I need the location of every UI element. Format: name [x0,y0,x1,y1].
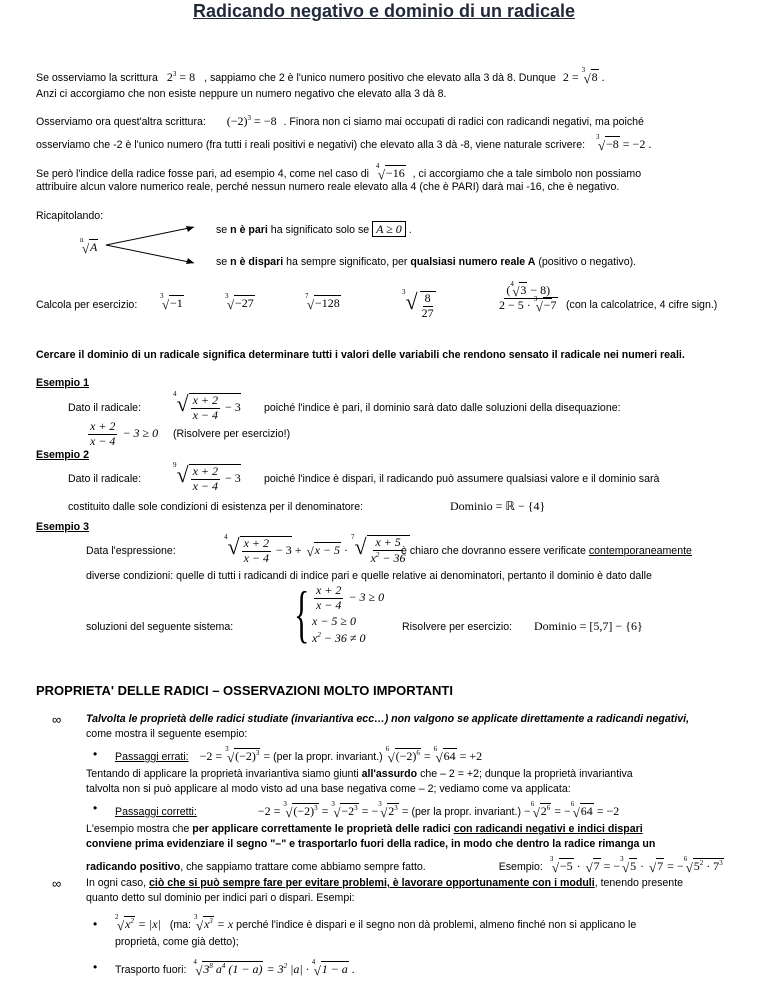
system-conditions: $\frac{x + 2}{x - 4}$ − 3 ≥ 0 x − 5 ≥ 0 $x^2 - 36 \ne 0$ [312,583,385,645]
exercise-item-3: 7 √ −128 [305,292,340,312]
example-3-solve: Risolvere per esercizio: [402,621,513,633]
recap-radical: n √ A [80,236,98,256]
bullet-dot: • [93,960,98,974]
intro-line-5: Se però l'indice della radice fosse pari, ad esempio 4, come nel caso di 4 √ −16 , ci accorgiamo che a tale simbolo non possiamo [36,162,642,182]
exercise-item-4: $^3$√ $\frac{8}{27}$ [402,288,434,321]
bullet-dot: • [93,917,98,931]
props-p4-line-2: quanto detto sul dominio per indici pari o dispari. Esempi: [86,892,355,904]
modulus-example-2: Trasporto fuori: 4 √ $3^8$ $a^4$ $(1 - a) = 3^2$ |a| · 4 √ 1 − a . [115,958,355,978]
example-2-domain: Dominio = ℝ − {4} [450,499,546,513]
example-2-radical: $^9$√ $\frac{x + 2}{x - 4}$ − 3 [173,461,241,493]
example-3-expression: $^4$√ $\frac{x + 2}{x - 4}$ − 3 + √ x − 5 · $^7$√ $\frac{x + 5}{x^2 - 36}$ [224,533,410,566]
example-2-label: Dato il radicale: [68,473,142,485]
example-1-heading: Esempio 1 [36,377,89,389]
props-p1-line-2: come mostra il seguente esempio: [86,728,248,740]
intro-line-6: attribuire alcun valore numerico reale, perché nessun numero reale elevato alla 4 (che è PARI) darà mai -16, che è negativo. [36,181,620,193]
properties-heading: PROPRIETA' DELLE RADICI – OSSERVAZIONI MOLTO IMPORTANTI [36,683,453,698]
exercise-label: Calcola per esercizio: [36,299,138,311]
example-1-label: Dato il radicale: [68,402,142,414]
exercise-item-2: 3 √ −27 [225,292,254,312]
infinity-bullet-1: ∞ [52,712,62,727]
example-3-text: è chiaro che dovranno essere verificate contemporaneamente [401,545,692,557]
example-2-text-2: costituito dalle sole condizioni di esistenza per il denominatore: [68,501,364,513]
example-1-solve: (Risolvere per esercizio!) [173,428,291,440]
intro-line-3: Osserviamo ora quest'altra scrittura: $(-2)^3 = -8$ . Finora non ci siamo mai occupati di radici con radicandi negativi, ma poiché [36,114,644,128]
props-p2-line-2: talvolta non si può applicare al modo visto ad una base negativa come – 2; vediamo come va applicata: [86,783,571,795]
example-2-heading: Esempio 2 [36,449,89,461]
props-p3-line-1: L'esempio mostra che per applicare correttamente le proprietà delle radici con radicandi negativi e indici dispari [86,823,643,835]
even-condition: A ≥ 0 [372,221,406,237]
props-p4-line-1: In ogni caso, ciò che si può sempre fare per evitare problemi, è lavorare opportunamente con i moduli, tenendo presente [86,877,684,889]
modulus-example-1-cont: proprietà, come già detto); [115,936,239,948]
intro-line-4: osserviamo che -2 è l'unico numero (fra tutti i reali positivi e negativi) che elevato alla 3 dà -8, viene naturale scrivere: 3 √ −8 = −2 . [36,133,652,153]
example-3-label: Data l'espressione: [86,545,176,557]
bullet-dot: • [93,747,98,761]
exercise-item-5: ( 4 √ 3 − 8) 2 − 5 · 3 √ −7 [499,280,557,314]
example-1-radical: $^4$√ $\frac{x + 2}{x - 4}$ − 3 [173,390,241,422]
example-3-text-2: diverse condizioni: quelle di tutti i radicandi di indice pari e quelle relative ai denominatori, pertanto il dominio è dato dalle [86,570,652,582]
bullet-dot: • [93,801,98,815]
example-3-text-3: soluzioni del seguente sistema: [86,621,234,633]
right-steps: Passaggi corretti: −2 = 3 √ $(-2)^3$ = 3 √ $-2^3$ = − 3 √ $2^3 = (per$ la propr. invariant.) − 6 √ $2^6$ = − 6 √ 64 = −2 [115,800,620,820]
modulus-example-1: 2 √ $x^2 = |x|$ (ma: 3 √ $x^3 = x$ perché l'indice è dispari e il segno non dà problemi, almeno finché non si applicano le [115,913,637,933]
infinity-bullet-2: ∞ [52,876,62,891]
intro-line-2: Anzi ci accorgiamo che non esiste neppure un numero negativo che elevato alla 3 dà 8. [36,88,447,100]
wrong-steps: Passaggi errati: −2 = 3 √ $(-2)^3 = (per$ la propr. invariant.) 6 √ $(-2)^6$ = 6 √ 64 = +2 [115,745,483,765]
recap-arrows [104,222,204,268]
props-p3-line-3: radicando positivo, che sappiamo trattare come abbiamo sempre fatto. Esempio: 3 √ −5 · √ 7 = − 3 √ 5 · √ 7 = − 6 √ $5^2 \cdot 7^3$ [86,855,723,875]
system-brace: { [294,578,310,649]
recap-label: Ricapitolando: [36,210,104,222]
example-3-domain: Dominio = [5,7] − {6} [534,619,643,633]
example-3-heading: Esempio 3 [36,521,89,533]
example-2-text: poiché l'indice è dispari, il radicando può assumere qualsiasi valore e il dominio sarà [264,473,660,485]
exercise-item-1: 3 √ −1 [160,292,183,312]
example-1-inequality: $\frac{x + 2}{x - 4}$ − 3 ≥ 0 [90,419,159,448]
domain-definition: Cercare il dominio di un radicale significa determinare tutti i valori delle variabili che rendono sensato il radicale nei numeri reali. [36,349,685,361]
recap-odd: se n è dispari ha sempre significato, per qualsiasi numero reale A (positivo o negativo). [216,256,637,268]
exercise-note: (con la calcolatrice, 4 cifre sign.) [566,299,718,311]
recap-even: se n è pari ha significato solo se A ≥ 0 . [216,222,412,236]
props-p3-line-2: conviene prima evidenziare il segno "–" e trasportarlo fuori della radice, in modo che dentro la radice rimanga un [86,838,656,850]
props-p2-line-1: Tentando di applicare la proprietà invariantiva siamo giunti all'assurdo che – 2 = +2; dunque la proprietà invariantiva [86,768,633,780]
page-title: Radicando negativo e dominio di un radicale [192,1,576,21]
example-1-text: poiché l'indice è pari, il dominio sarà dato dalle soluzioni della disequazione: [264,402,621,414]
props-p1-line-1: Talvolta le proprietà delle radici studiate (invariantiva ecc…) non valgono se applicate direttamente a radicandi negativi, [86,713,690,725]
intro-line-1: Se osserviamo la scrittura $2^3 = 8$ , sappiamo che 2 è l'unico numero positivo che elevato alla 3 dà 8. Dunque 2 = 3 √ 8 . [36,66,605,86]
